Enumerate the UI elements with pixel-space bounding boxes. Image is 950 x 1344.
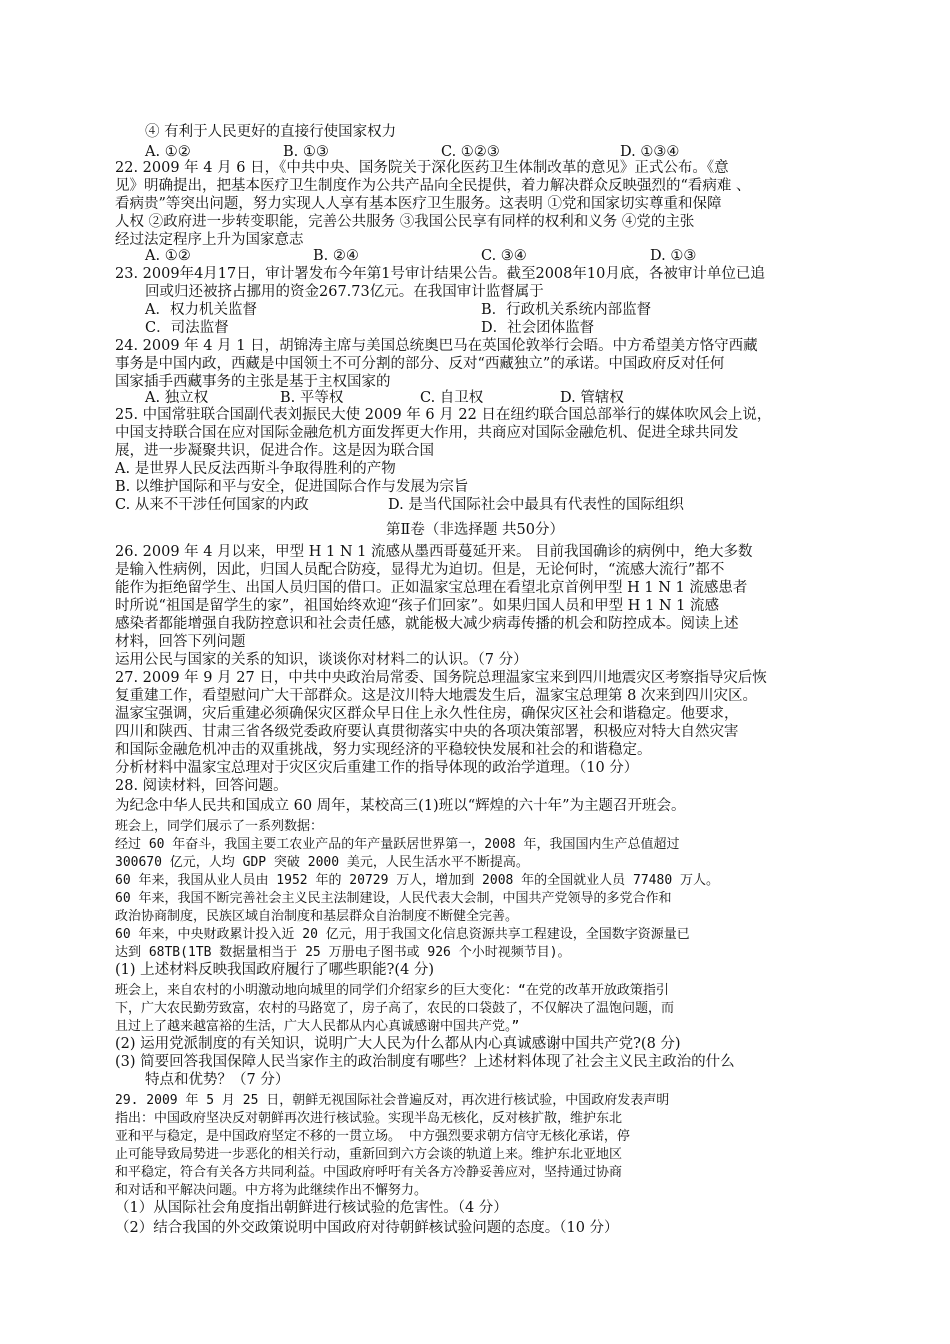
text-line: 中国支持联合国在应对国际金融危机方面发挥更大作用，共商应对国际金融危机、促进全球共同发 — [115, 425, 739, 441]
answer-option: A. ①② — [145, 248, 191, 264]
text-line: 下，广大农民勤劳致富，农村的马路宽了，房子高了，农民的口袋鼓了，不仅解决了温饱问题，而 — [115, 1001, 675, 1016]
text-line: ④ 有利于人民更好的直接行使国家权力 — [145, 124, 397, 140]
text-line: 达到 68TB(1TB 数据量相当于 25 万册电子图书或 926 个小时视频节目)。 — [115, 945, 571, 960]
answer-option: D. 管辖权 — [560, 390, 624, 406]
answer-option: A. 独立权 — [145, 390, 209, 406]
text-line: (2) 运用党派制度的有关知识，说明广大人民为什么都从内心真诚感谢中国共产党?(8 分) — [115, 1036, 681, 1052]
answer-option: D．社会团体监督 — [481, 320, 595, 336]
text-line: 事务是中国内政，西藏是中国领土不可分割的部分、反对“西藏独立”的承诺。中国政府反对任何 — [115, 356, 725, 372]
text-line: 政治协商制度，民族区域自治制度和基层群众自治制度不断健全完善。 — [115, 909, 519, 924]
answer-option: C. ①②③ — [441, 144, 500, 160]
text-line: （1）从国际社会角度指出朝鲜进行核试验的危害性。（4 分） — [115, 1200, 508, 1216]
answer-option: D. 是当代国际社会中最具有代表性的国际组织 — [388, 497, 684, 513]
answer-option: B. ②④ — [313, 248, 359, 264]
answer-option: B. 平等权 — [280, 390, 344, 406]
text-line: 60 年来，我国从业人员由 1952 年的 20729 万人，增加到 2008 年的全国就业人员 77480 万人。 — [115, 873, 719, 888]
text-line: 国家插手西藏事务的主张是基于主权国家的 — [115, 374, 391, 390]
answer-option: B．行政机关系统内部监督 — [481, 302, 652, 318]
text-line: 22. 2009 年 4 月 6 日，《中共中央、国务院关于深化医药卫生体制改革的意见》正式公布。《意 — [115, 160, 729, 176]
answer-option: C. 自卫权 — [420, 390, 484, 406]
text-line: 展，进一步凝聚共识，促进合作。这是因为联合国 — [115, 443, 434, 459]
section-heading: 第Ⅱ卷（非选择题 共50分） — [386, 522, 564, 538]
text-line: (1) 上述材料反映我国政府履行了哪些职能?(4 分) — [115, 962, 435, 978]
text-line: 和对话和平解决问题。中方将为此继续作出不懈努力。 — [115, 1183, 428, 1198]
text-line: 看病贵”等突出问题，努力实现人人享有基本医疗卫生服务。这表明 ①党和国家切实尊重和保障 — [115, 196, 722, 212]
text-line: 回或归还被挤占挪用的资金267.73亿元。在我国审计监督属于 — [145, 284, 544, 300]
text-line: 分析材料中温家宝总理对于灾区灾后重建工作的指导体现的政治学道理。（10 分） — [115, 760, 639, 776]
text-line: 四川和陕西、甘肃三省各级党委政府要认真贯彻落实中央的各项决策部署，积极应对特大自然灾害 — [115, 724, 739, 740]
text-line: 25. 中国常驻联合国副代表刘振民大使 2009 年 6 月 22 日在纽约联合国总部举行的媒体吹风会上说， — [115, 407, 772, 423]
text-line: 人权 ②政府进一步转变职能，完善公共服务 ③我国公民享有同样的权利和义务 ④党的主张 — [115, 214, 695, 230]
text-line: 29. 2009 年 5 月 25 日，朝鲜无视国际社会普遍反对，再次进行核试验，中国政府发表声明 — [115, 1093, 670, 1108]
text-line: B. 以维护国际和平与安全，促进国际合作与发展为宗旨 — [115, 479, 469, 495]
text-line: 材料，回答下列问题 — [115, 634, 246, 650]
text-line: 经过 60 年奋斗，我国主要工农业产品的年产量跃居世界第一，2008 年，我国国内生产总值超过 — [115, 837, 680, 852]
answer-option: C. 从来不干涉任何国家的内政 — [115, 497, 309, 513]
text-line: 能作为拒绝留学生、出国人员归国的借口。正如温家宝总理在看望北京首例甲型 H 1 N 1 流感患者 — [115, 580, 748, 596]
text-line: 300670 亿元，人均 GDP 突破 2000 美元，人民生活水平不断提高。 — [115, 855, 529, 870]
text-line: （2）结合我国的外交政策说明中国政府对待朝鲜核试验问题的态度。（10 分） — [115, 1220, 619, 1236]
text-line: 经过法定程序上升为国家意志 — [115, 232, 304, 248]
text-line: 复重建工作，看望慰问广大干部群众。这是汶川特大地震发生后，温家宝总理第 8 次来到四川灾区。 — [115, 688, 757, 704]
text-line: 班会上，同学们展示了一系列数据： — [115, 819, 324, 834]
answer-option: D. ①③④ — [620, 144, 680, 160]
text-line: 23. 2009年4月17日，审计署发布今年第1号审计结果公告。截至2008年10月底，各被审计单位已追 — [115, 266, 765, 282]
text-line: (3) 简要回答我国保障人民当家作主的政治制度有哪些？上述材料体现了社会主义民主政治的什么 — [115, 1054, 735, 1070]
text-line: 见》明确提出，把基本医疗卫生制度作为公共产品向全民提供，着力解决群众反映强烈的“看病难 、 — [115, 178, 751, 194]
answer-option: B. ①③ — [283, 144, 329, 160]
text-line: A. 是世界人民反法西斯斗争取得胜利的产物 — [115, 461, 396, 477]
text-line: 指出：中国政府坚决反对朝鲜再次进行核试验。实现半岛无核化，反对核扩散，维护东北 — [115, 1111, 623, 1126]
text-line: 和国际金融危机冲击的双重挑战，努力实现经济的平稳较快发展和社会的和谐稳定。 — [115, 742, 652, 758]
text-line: 温家宝强调，灾后重建必须确保灾区群众早日住上永久性住房，确保灾区社会和谐稳定。他要求， — [115, 706, 739, 722]
answer-option: A. ①② — [145, 144, 191, 160]
answer-option: C. ③④ — [481, 248, 527, 264]
answer-option: D. ①③ — [650, 248, 697, 264]
text-line: 班会上，来自农村的小明激动地向城里的同学们介绍家乡的巨大变化：“在党的改革开放政策指引 — [115, 983, 669, 998]
text-line: 亚和平与稳定，是中国政府坚定不移的一贯立场。 中方强烈要求朝方信守无核化承诺，停 — [115, 1129, 630, 1144]
text-line: 止可能导致局势进一步恶化的相关行动，重新回到六方会谈的轨道上来。维护东北亚地区 — [115, 1147, 623, 1162]
text-line: 是输入性病例，因此，归国人员配合防疫，显得尤为迫切。但是，无论何时，“流感大流行”都不 — [115, 562, 725, 578]
text-line: 60 年来，中央财政累计投入近 20 亿元，用于我国文化信息资源共享工程建设，全国数字资源量已 — [115, 927, 690, 942]
answer-option: A．权力机关监督 — [145, 302, 257, 318]
text-line: 感染者都能增强自我防控意识和社会责任感，就能极大减少病毒传播的机会和防控成本。阅读上述 — [115, 616, 739, 632]
text-line: 特点和优势？（7 分） — [145, 1072, 290, 1088]
text-line: 为纪念中华人民共和国成立 60 周年，某校高三(1)班以“辉煌的六十年”为主题召开班会。 — [115, 798, 686, 814]
text-line: 运用公民与国家的关系的知识，谈谈你对材料二的认识。（7 分） — [115, 652, 528, 668]
text-line: 24. 2009 年 4 月 1 日，胡锦涛主席与美国总统奥巴马在英国伦敦举行会晤。中方希望美方恪守西藏 — [115, 338, 758, 354]
text-line: 时所说“祖国是留学生的家”，祖国始终欢迎“孩子们回家”。如果归国人员和甲型 H 1 N 1 流感 — [115, 598, 719, 614]
text-line: 28. 阅读材料，回答问题。 — [115, 778, 288, 794]
text-line: 26. 2009 年 4 月以来，甲型 H 1 N 1 流感从墨西哥蔓延开来。 目前我国确诊的病例中，绝大多数 — [115, 544, 753, 560]
text-line: 且过上了越来越富裕的生活，广大人民都从内心真诚感谢中国共产党。” — [115, 1019, 520, 1034]
text-line: 27. 2009 年 9 月 27 日，中共中央政治局常委、国务院总理温家宝来到四川地震灾区考察指导灾后恢 — [115, 670, 767, 686]
text-line: 和平稳定，符合有关各方共同利益。中国政府呼吁有关各方冷静妥善应对，坚持通过协商 — [115, 1165, 623, 1180]
answer-option: C．司法监督 — [145, 320, 229, 336]
text-line: 60 年来，我国不断完善社会主义民主法制建设，人民代表大会制，中国共产党领导的多党合作和 — [115, 891, 672, 906]
